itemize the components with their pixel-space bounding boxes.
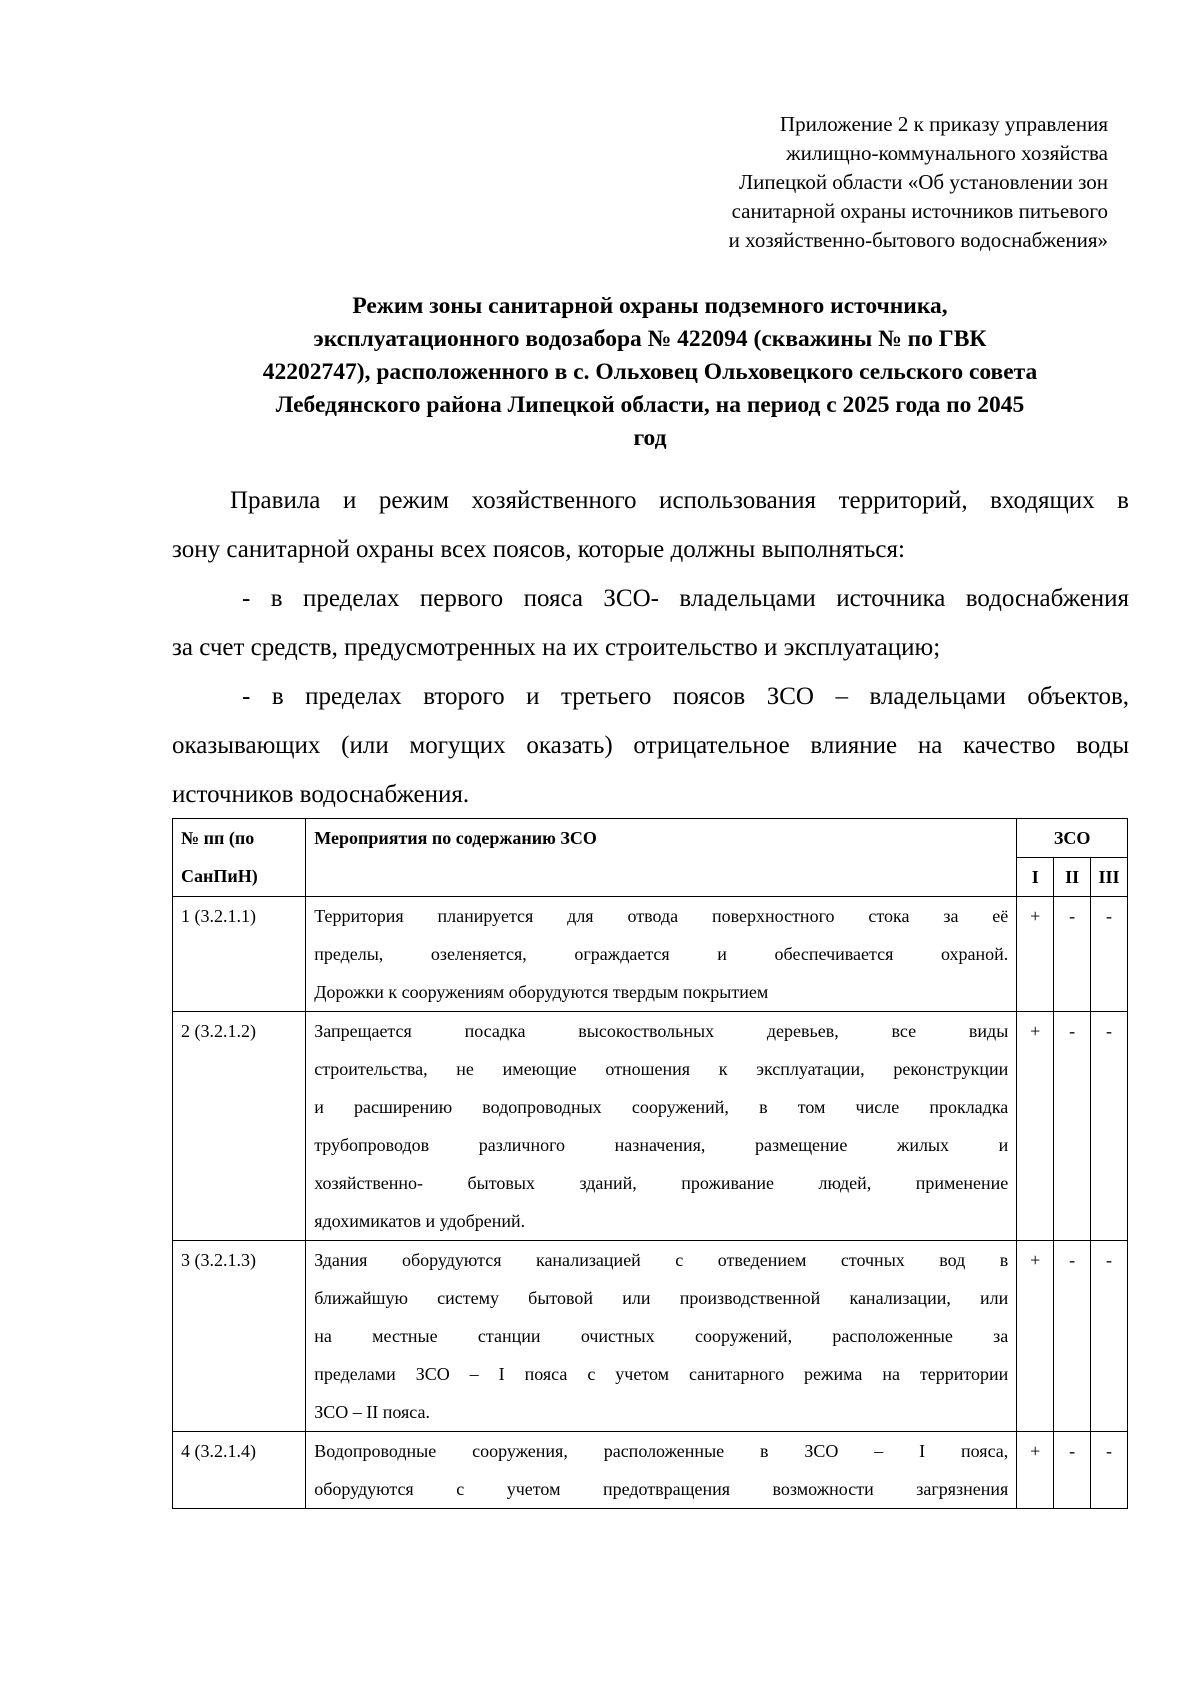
measure-line: хозяйственно- бытовых зданий, проживание людей, применение <box>314 1173 1009 1193</box>
measure-line: оборудуются с учетом предотвращения возможности загрязнения <box>314 1479 1009 1499</box>
row-measure <box>306 1241 1017 1432</box>
belt-3-mark: - <box>1091 1241 1128 1432</box>
header-belt-2: II <box>1054 858 1091 897</box>
second-third-belt-paragraph <box>172 672 1129 819</box>
measure-line: пределы, озеленяется, ограждается и обеспечивается охраной. <box>314 944 1009 964</box>
measure-line: Водопроводные сооружения, расположенные в ЗСО – I пояса, <box>314 1441 1009 1461</box>
measure-line: Дорожки к сооружениям оборудуются твердым покрытием <box>314 982 769 1002</box>
belt-3-mark: - <box>1091 897 1128 1012</box>
belt-2-mark: - <box>1054 1241 1091 1432</box>
measure-line: на местные станции очистных сооружений, расположенные за <box>314 1326 1009 1346</box>
intro-paragraph <box>172 476 1129 574</box>
measure-line: ЗСО – II пояса. <box>314 1402 430 1422</box>
intro-line: источников водоснабжения. <box>172 781 470 808</box>
appendix-line: и хозяйственно-бытового водоснабжения» <box>728 228 1108 252</box>
zso-measures-table <box>172 818 1128 1509</box>
appendix-line: Липецкой области «Об установлении зон <box>738 170 1108 194</box>
title-line: год <box>633 425 667 451</box>
header-measures: Мероприятия по содержанию ЗСО <box>306 819 1017 897</box>
belt-1-mark: + <box>1017 897 1054 1012</box>
first-belt-paragraph <box>172 574 1129 672</box>
belt-3-mark: - <box>1091 1012 1128 1241</box>
intro-line: оказывающих (или могущих оказать) отрицательное влияние на качество воды <box>172 732 1129 759</box>
measure-line: пределами ЗСО – I пояса с учетом санитарного режима на территории <box>314 1364 1009 1384</box>
appendix-line: жилищно-коммунального хозяйства <box>786 141 1108 165</box>
appendix-line: Приложение 2 к приказу управления <box>779 112 1108 136</box>
intro-line: - в пределах второго и третьего поясов ЗСО – владельцами объектов, <box>242 683 1129 710</box>
measure-line: ближайшую систему бытовой или производственной канализации, или <box>314 1288 1009 1308</box>
measure-line: Территория планируется для отвода поверхностного стока за её <box>314 906 1009 926</box>
row-measure <box>306 897 1017 1012</box>
table-row <box>173 1241 1128 1432</box>
title-line: Режим зоны санитарной охраны подземного источника, <box>352 293 948 319</box>
belt-1-mark: + <box>1017 1432 1054 1509</box>
belt-2-mark: - <box>1054 1012 1091 1241</box>
table-header-row <box>173 819 1128 858</box>
measure-line: Запрещается посадка высокоствольных деревьев, все виды <box>314 1021 1009 1041</box>
measure-line: Здания оборудуются канализацией с отведением сточных вод в <box>314 1250 1009 1270</box>
header-belt-3: III <box>1091 858 1128 897</box>
row-number: 4 (3.2.1.4) <box>173 1432 306 1509</box>
measure-line: строительства, не имеющие отношения к эксплуатации, реконструкции <box>314 1059 1009 1079</box>
intro-line: Правила и режим хозяйственного использования территорий, входящих в <box>230 487 1129 514</box>
intro-line: - в пределах первого пояса ЗСО- владельцами источника водоснабжения <box>242 585 1129 612</box>
belt-2-mark: - <box>1054 1432 1091 1509</box>
appendix-line: санитарной охраны источников питьевого <box>731 199 1108 223</box>
measure-line: и расширению водопроводных сооружений, в том числе прокладка <box>314 1097 1009 1117</box>
title-line: 42202747), расположенного в с. Ольховец Ольховецкого сельского совета <box>262 359 1038 385</box>
title-line: Лебедянского района Липецкой области, на период с 2025 года по 2045 <box>275 392 1025 418</box>
intro-line: за счет средств, предусмотренных на их строительство и эксплуатацию; <box>172 634 941 661</box>
row-number: 3 (3.2.1.3) <box>173 1241 306 1432</box>
document-title <box>170 290 1130 455</box>
belt-1-mark: + <box>1017 1241 1054 1432</box>
header-num: № пп (по СанПиН) <box>173 819 306 897</box>
table-row <box>173 1012 1128 1241</box>
belt-1-mark: + <box>1017 1012 1054 1241</box>
header-zso: ЗСО <box>1017 819 1128 858</box>
measure-line: трубопроводов различного назначения, размещение жилых и <box>314 1135 1009 1155</box>
belt-3-mark: - <box>1091 1432 1128 1509</box>
appendix-header <box>608 110 1108 255</box>
table-row <box>173 1432 1128 1509</box>
row-number: 1 (3.2.1.1) <box>173 897 306 1012</box>
row-measure <box>306 1012 1017 1241</box>
table-row <box>173 897 1128 1012</box>
row-number: 2 (3.2.1.2) <box>173 1012 306 1241</box>
measure-line: ядохимикатов и удобрений. <box>314 1211 526 1231</box>
row-measure <box>306 1432 1017 1509</box>
title-line: эксплуатационного водозабора № 422094 (скважины № по ГВК <box>313 326 987 352</box>
belt-2-mark: - <box>1054 897 1091 1012</box>
intro-line: зону санитарной охраны всех поясов, которые должны выполняться: <box>172 536 905 563</box>
header-belt-1: I <box>1017 858 1054 897</box>
